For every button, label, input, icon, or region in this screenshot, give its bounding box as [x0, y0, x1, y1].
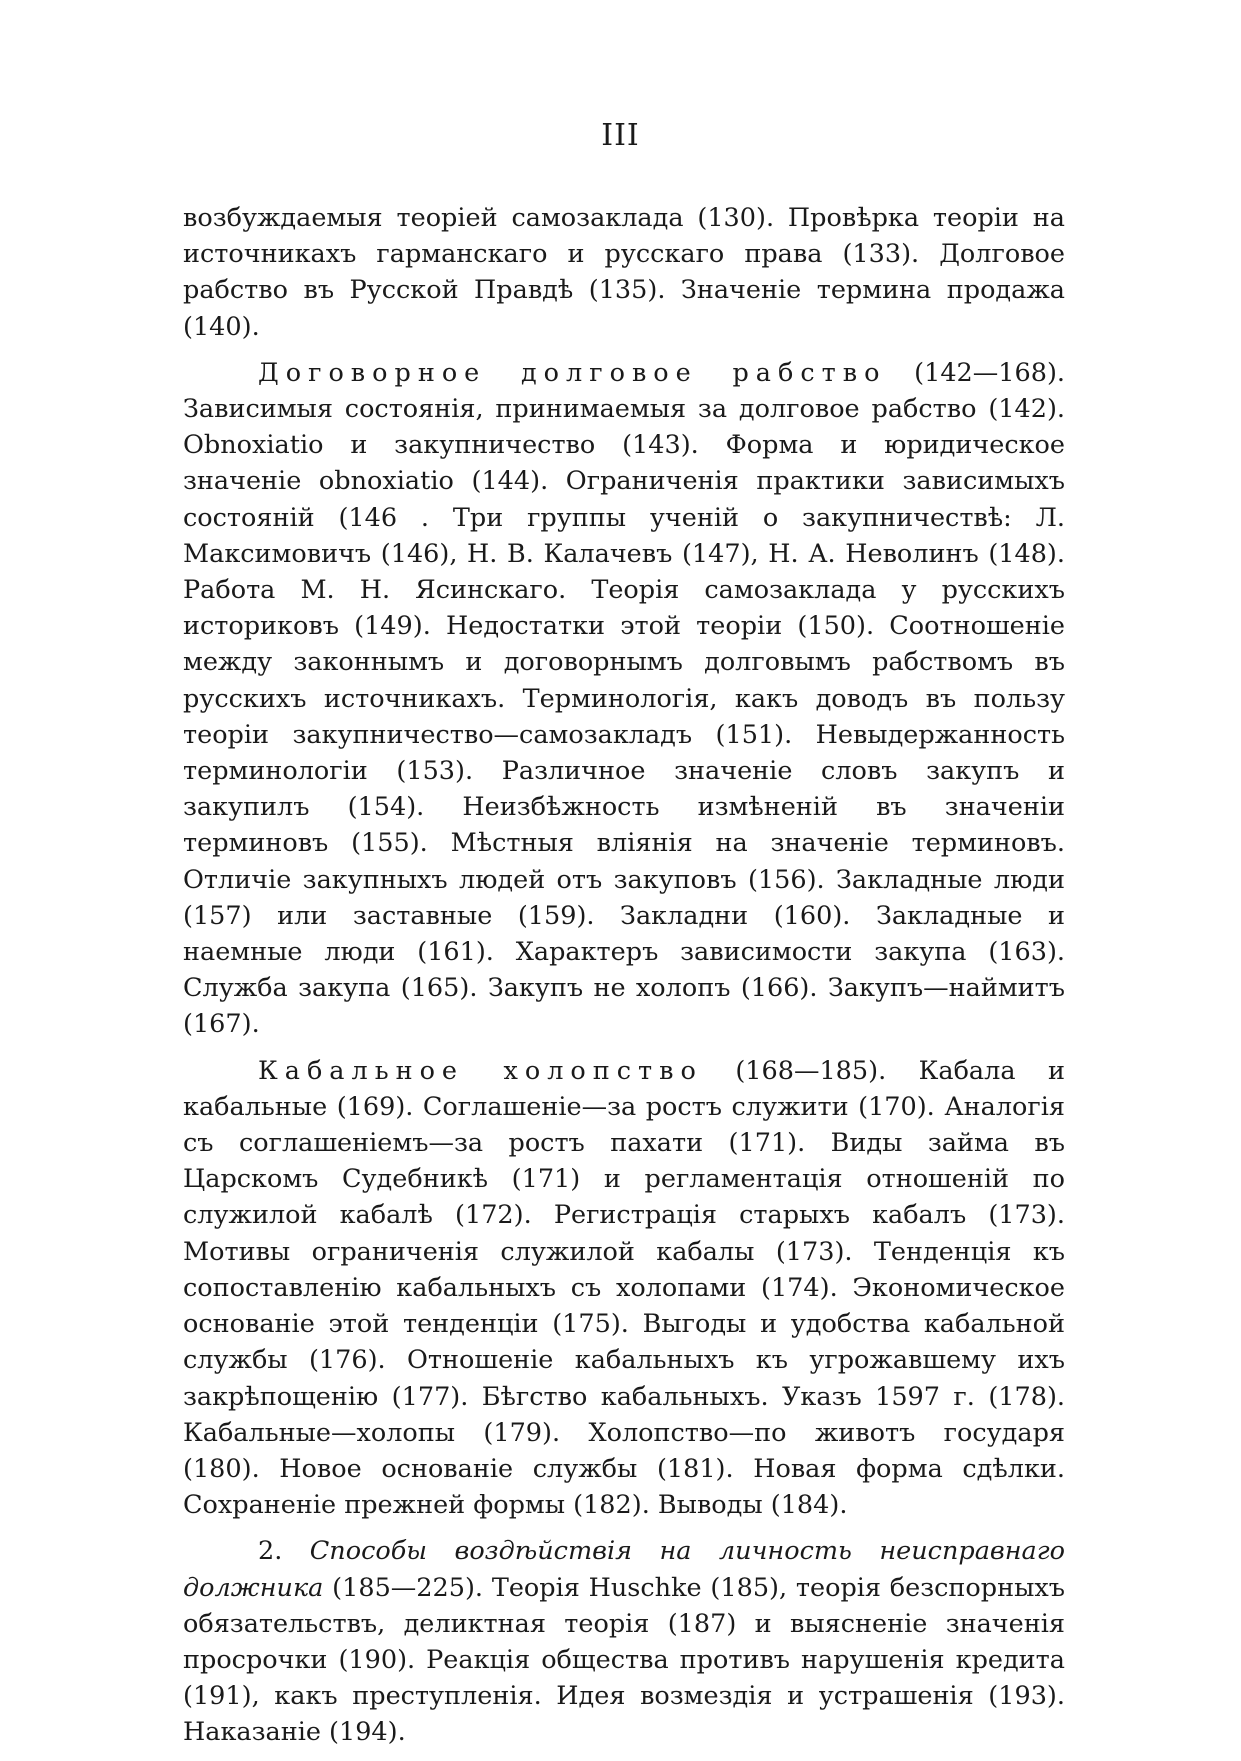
- paragraph-text: возбуждаемыя теоріей самозаклада (130). Провѣрка теоріи на источникахъ гарманскаго и русскаго права (133). Долговое рабство въ Русской Правдѣ (135). Значеніе термина продажа (140).: [183, 203, 1065, 342]
- page-number: III: [601, 118, 640, 153]
- paragraph-debt-slavery: [183, 355, 1065, 1043]
- paragraph-debtor-methods: [183, 1533, 1065, 1750]
- text-body: [183, 200, 1065, 1761]
- section-heading: Кабальное холопство: [258, 1055, 703, 1086]
- section-heading: Способы воздѣйствія на личность неисправнаго должника: [183, 1536, 1065, 1603]
- paragraph-bonded-servitude: [183, 1053, 1065, 1524]
- paragraph-text: (142—168). Зависимыя состоянія, принимаемыя за долговое рабство (142). Obnoxiatio и закупничество (143). Форма и юридическое значеніе obnoxiatio (144). Ограниченія практики зависимыхъ состояній (146 . Три группы ученій о закупничествѣ: Л. Максимовичъ (146), Н. В. Калачевъ (147), Н. А. Неволинъ (148). Работа М. Н. Ясинскаго. Теорія самозаклада у русскихъ историковъ (149). Недостатки этой теоріи (150). Соотношеніе между законнымъ и договорнымъ долговымъ рабствомъ въ русскихъ источникахъ. Терминологія, какъ доводъ въ пользу теоріи закупничество—самозакладъ (151). Невыдержанность терминологіи (153). Различное значеніе словъ закупъ и закупилъ (154). Неизбѣжность измѣненій въ значеніи терминовъ (155). Мѣстныя вліянія на значеніе терминовъ. Отличіе закупныхъ людей отъ закуповъ (156). Закладные люди (157) или заставные (159). Закладни (160). Закладные и наемные люди (161). Характеръ зависимости закупа (163). Служба закупа (165). Закупъ не холопъ (166). Закупъ—наймитъ (167).: [183, 357, 1065, 1040]
- paragraph-text: (185—225). Теорія Huschke (185), теорія безспорныхъ обязательствъ, деликтная теорія (187) и выясненіе значенія просрочки (190). Реакція общества противъ нарушенія кредита (191), какъ преступленія. Идея возмездія и устрашенія (193). Наказаніе (194).: [183, 1572, 1065, 1748]
- section-number: 2.: [258, 1536, 310, 1567]
- section-heading: Договорное долговое рабство: [258, 357, 887, 388]
- paragraph-text: (168—185). Кабала и кабальные (169). Соглашеніе—за ростъ служити (170). Аналогія съ соглашеніемъ—за ростъ пахати (171). Виды займа въ Царскомъ Судебникѣ (171) и регламентація отношеній по служилой кабалѣ (172). Регистрація старыхъ кабалъ (173). Мотивы ограниченія служилой кабалы (173). Тенденція къ сопоставленію кабальныхъ съ холопами (174). Экономическое основаніе этой тенденціи (175). Выгоды и удобства кабальной службы (176). Отношеніе кабальныхъ къ угрожавшему ихъ закрѣпощенію (177). Бѣгство кабальныхъ. Указъ 1597 г. (178). Кабальные—холопы (179). Холопство—по животъ государя (180). Новое основаніе службы (181). Новая форма сдѣлки. Сохраненіе прежней формы (182). Выводы (184).: [183, 1055, 1065, 1521]
- paragraph-continuation: [183, 200, 1065, 345]
